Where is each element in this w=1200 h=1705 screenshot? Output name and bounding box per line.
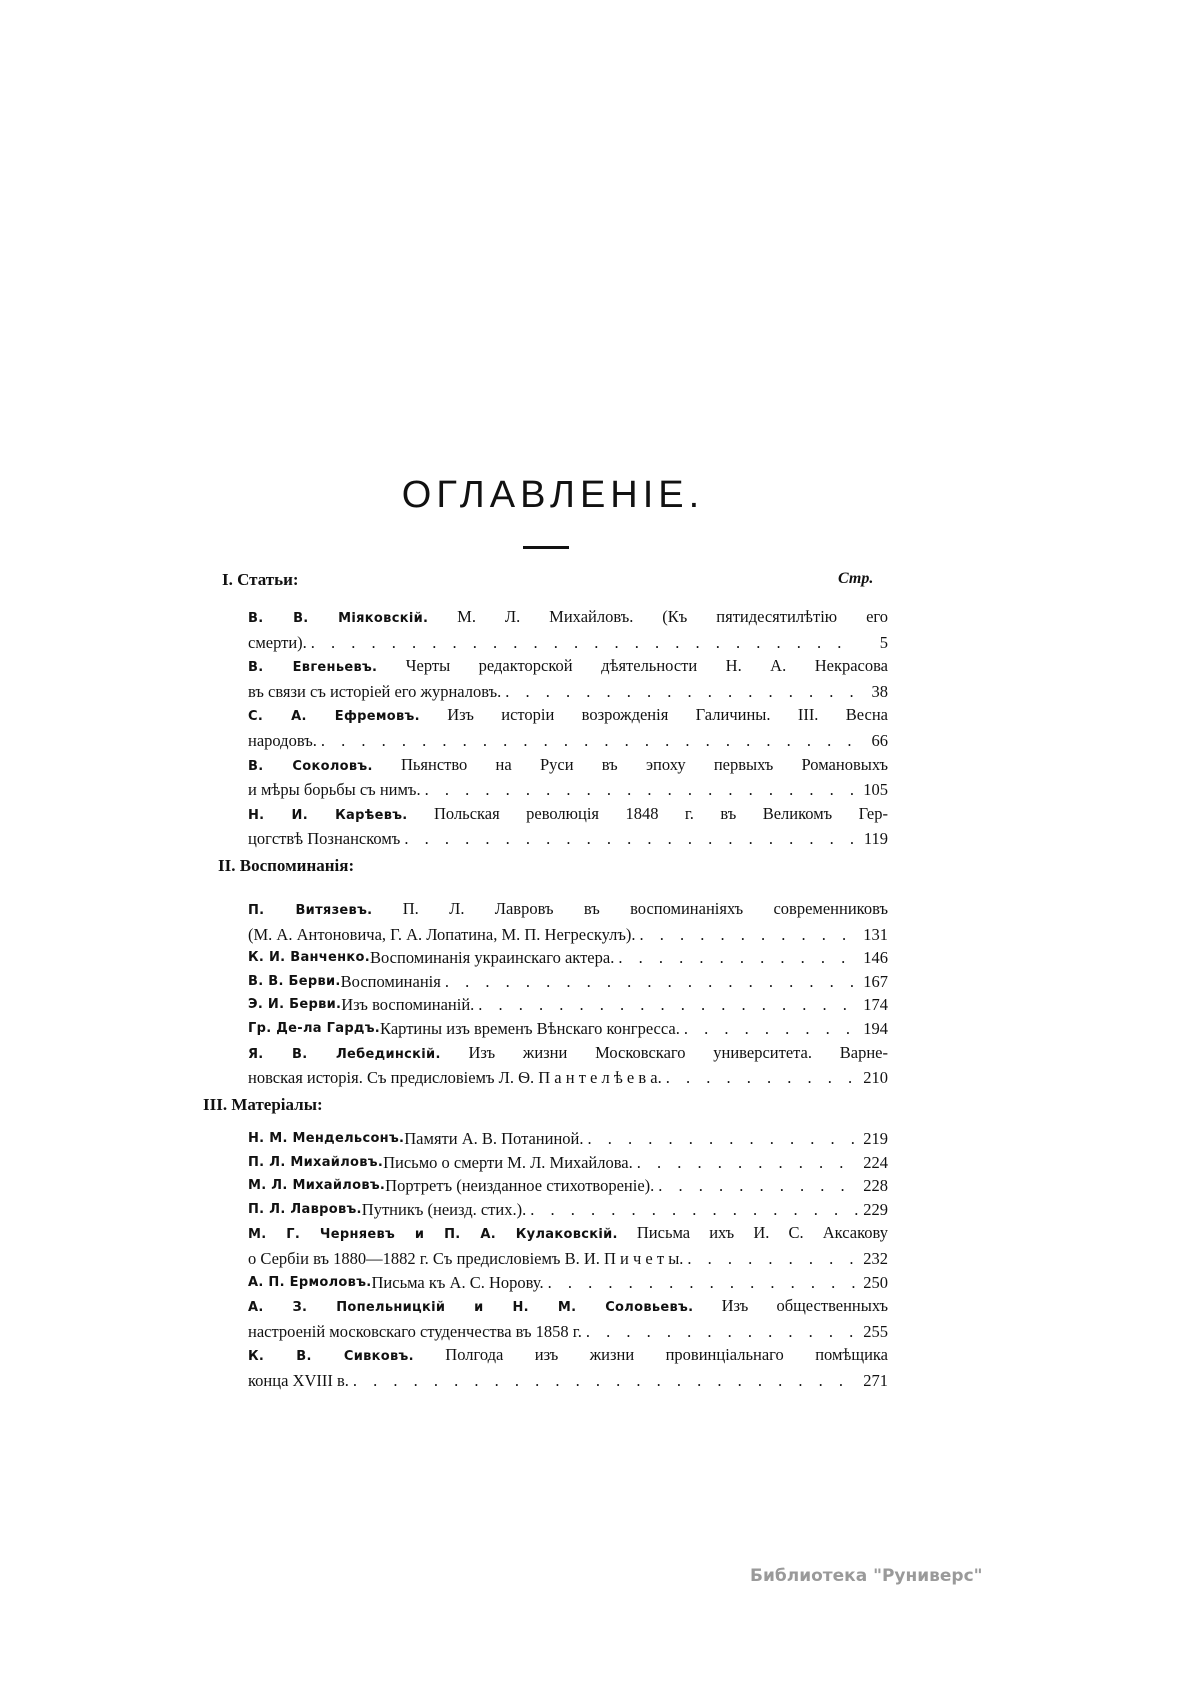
entry-title: М. Л. Михайловъ. (Къ пятидесятилѣтію его bbox=[457, 607, 888, 626]
dot-leader bbox=[658, 1174, 858, 1198]
dot-leader bbox=[640, 923, 858, 947]
dot-leader bbox=[588, 1127, 858, 1151]
entry-author: Гр. Де-ла Гардъ. bbox=[248, 1020, 381, 1036]
entry-line bbox=[248, 1343, 888, 1369]
dot-leader bbox=[321, 729, 858, 753]
dot-leader bbox=[505, 680, 858, 704]
dot-leader bbox=[404, 827, 858, 851]
toc-entry[interactable] bbox=[248, 1221, 888, 1270]
entry-author: В. Соколовъ. bbox=[248, 758, 373, 774]
entry-title-continued: и мѣры борьбы съ нимъ. bbox=[248, 780, 421, 800]
entry-author: А. З. Попельницкій и Н. М. Соловьевъ. bbox=[248, 1300, 694, 1316]
page-number: 194 bbox=[863, 1018, 888, 1038]
entry-author: П. Л. Лавровъ. bbox=[248, 1201, 362, 1217]
entry-line bbox=[248, 1041, 888, 1067]
toc-entry[interactable] bbox=[248, 703, 888, 752]
dot-leader bbox=[353, 1369, 858, 1393]
dot-leader bbox=[618, 946, 858, 970]
toc-entry[interactable] bbox=[248, 1041, 888, 1090]
entry-line bbox=[248, 923, 888, 947]
entry-line bbox=[248, 1127, 888, 1151]
watermark: Библиотека "Руниверс" bbox=[750, 1566, 983, 1586]
entry-title: Картины изъ временъ Вѣнскаго конгресса. bbox=[380, 1018, 680, 1038]
entry-author: Н. И. Карѣевъ. bbox=[248, 807, 408, 823]
entry-title: Письма къ А. С. Норову. bbox=[371, 1272, 544, 1292]
dot-leader bbox=[684, 1017, 858, 1041]
entry-title: Изъ исторіи возрожденія Галичины. III. Весна bbox=[447, 705, 888, 725]
section-heading: III. Матеріалы: bbox=[203, 1095, 323, 1114]
entry-title-continued: цогствѣ Познанскомъ bbox=[248, 829, 401, 849]
entry-author: К. И. Ванченко. bbox=[248, 950, 371, 966]
entry-title: Изъ воспоминаній. bbox=[341, 995, 475, 1015]
toc-entry[interactable] bbox=[248, 1271, 888, 1295]
dot-leader bbox=[311, 631, 858, 655]
toc-entry[interactable] bbox=[248, 802, 888, 851]
entry-author: П. Л. Михайловъ. bbox=[248, 1154, 384, 1170]
dot-leader bbox=[445, 970, 858, 994]
entry-title: Воспоминанія украинскаго актера. bbox=[370, 948, 615, 968]
entry-title: Воспоминанія bbox=[340, 971, 441, 991]
entry-line bbox=[248, 1247, 888, 1271]
entry-line bbox=[248, 1017, 888, 1041]
entry-line bbox=[248, 605, 888, 631]
entry-title: Путникъ (неизд. стих.). bbox=[361, 1199, 527, 1219]
entry-title-continued: о Сербіи въ 1880—1882 г. Съ предисловіемъ В. И. П и ч е т ы. bbox=[248, 1248, 684, 1268]
entry-line bbox=[248, 1369, 888, 1393]
entry-title-continued: настроеній московскаго студенчества въ 1858 г. bbox=[248, 1321, 582, 1341]
dot-leader bbox=[637, 1151, 858, 1175]
page-number: 232 bbox=[863, 1248, 888, 1268]
page-number: 174 bbox=[863, 995, 888, 1015]
entry-line bbox=[248, 778, 888, 802]
entry-line bbox=[248, 631, 888, 655]
page-number: 224 bbox=[863, 1152, 888, 1172]
entry-line bbox=[248, 1320, 888, 1344]
page-column-label: Стр. bbox=[838, 570, 874, 587]
page-number: 5 bbox=[879, 632, 888, 652]
entry-title: Пьянство на Руси въ эпоху первыхъ Романовыхъ bbox=[400, 754, 888, 774]
entry-title-continued: (М. А. Антоновича, Г. А. Лопатина, М. П. Негрескулъ). bbox=[248, 924, 636, 944]
dot-leader bbox=[478, 993, 858, 1017]
entry-line bbox=[248, 946, 888, 970]
page-number: 119 bbox=[863, 829, 888, 849]
entry-title: Памяти А. В. Потаниной. bbox=[404, 1129, 584, 1148]
entry-author: В. В. Берви. bbox=[248, 973, 341, 989]
entry-title-continued: смерти). bbox=[248, 632, 307, 652]
entry-author: М. Л. Михайловъ. bbox=[248, 1178, 386, 1194]
toc-entry[interactable] bbox=[248, 1294, 888, 1343]
dot-leader bbox=[425, 778, 858, 802]
entry-line bbox=[248, 753, 888, 779]
toc-entry[interactable] bbox=[248, 1174, 888, 1198]
entry-line bbox=[248, 654, 888, 680]
entry-line bbox=[248, 1066, 888, 1090]
entry-line bbox=[248, 970, 888, 994]
dot-leader bbox=[530, 1198, 858, 1222]
page-number: 250 bbox=[863, 1272, 888, 1292]
entry-title: Полгода изъ жизни провинціальнаго помѣщика bbox=[445, 1345, 888, 1365]
entry-author: В. Евгеньевъ. bbox=[248, 660, 378, 676]
entry-line bbox=[248, 729, 888, 753]
entry-author: Я. В. Лебединскій. bbox=[248, 1046, 441, 1062]
entry-title: П. Л. Лавровъ въ воспоминаніяхъ современниковъ bbox=[402, 899, 888, 918]
entry-line bbox=[248, 680, 888, 704]
entry-author: С. А. Ефремовъ. bbox=[248, 709, 420, 725]
entry-title: Портретъ (неизданное стихотвореніе). bbox=[385, 1176, 655, 1196]
toc-entry[interactable] bbox=[248, 1017, 888, 1041]
entry-author: В. В. Міяковскій. bbox=[248, 611, 429, 626]
entry-line bbox=[248, 1174, 888, 1198]
toc-entry[interactable] bbox=[248, 605, 888, 654]
section-entries bbox=[248, 605, 888, 851]
toc-entry[interactable] bbox=[248, 1343, 888, 1392]
page-number: 38 bbox=[871, 681, 888, 701]
page-number: 131 bbox=[863, 924, 888, 944]
entry-line bbox=[248, 802, 888, 828]
toc-entry[interactable] bbox=[248, 753, 888, 802]
page-number: 228 bbox=[863, 1176, 888, 1196]
entry-title: Польская революція 1848 г. въ Великомъ Гер- bbox=[434, 803, 888, 823]
toc-entry[interactable] bbox=[248, 970, 888, 994]
entry-title: Изъ жизни Московскаго университета. Варне- bbox=[468, 1042, 888, 1062]
entry-title: Письма ихъ И. С. Аксакову bbox=[636, 1223, 888, 1243]
entry-title-continued: народовъ. bbox=[248, 730, 317, 750]
toc-entry[interactable] bbox=[248, 1151, 888, 1175]
entry-line bbox=[248, 993, 888, 1017]
entry-line bbox=[248, 1294, 888, 1320]
page-number: 271 bbox=[863, 1370, 888, 1390]
entry-line bbox=[248, 1198, 888, 1222]
entry-author: К. В. Сивковъ. bbox=[248, 1349, 414, 1365]
dot-leader bbox=[586, 1320, 858, 1344]
toc-entry[interactable] bbox=[248, 1198, 888, 1222]
toc-entry[interactable] bbox=[248, 993, 888, 1017]
entry-line bbox=[248, 1271, 888, 1295]
dot-leader bbox=[666, 1066, 858, 1090]
title-rule bbox=[523, 546, 569, 549]
entry-author: А. П. Ермоловъ. bbox=[248, 1274, 372, 1290]
page-number: 210 bbox=[863, 1068, 888, 1088]
entry-line bbox=[248, 897, 888, 923]
entry-line bbox=[248, 827, 888, 851]
entry-author: М. Г. Черняевъ и П. А. Кулаковскій. bbox=[248, 1227, 618, 1243]
entry-author: Э. И. Берви. bbox=[248, 997, 342, 1013]
page-number: 105 bbox=[863, 780, 888, 800]
toc-entry[interactable] bbox=[248, 654, 888, 703]
page-number: 66 bbox=[871, 730, 888, 750]
page-number: 167 bbox=[863, 971, 888, 991]
toc-entry[interactable] bbox=[248, 946, 888, 970]
entry-line bbox=[248, 703, 888, 729]
dot-leader bbox=[687, 1247, 858, 1271]
dot-leader bbox=[548, 1271, 858, 1295]
toc-title: ОГЛАВЛЕНІЕ. bbox=[401, 474, 705, 516]
entry-author: П. Витязевъ. bbox=[248, 903, 373, 918]
toc-entry[interactable] bbox=[248, 897, 888, 946]
page-number: 146 bbox=[863, 948, 888, 968]
section-entries bbox=[248, 1127, 888, 1393]
entry-title: Письмо о смерти М. Л. Михайлова. bbox=[383, 1152, 633, 1172]
section-entries bbox=[248, 897, 888, 1090]
page-number: 219 bbox=[863, 1129, 888, 1148]
entry-title-continued: конца XVIII в. bbox=[248, 1370, 349, 1390]
page-number: 229 bbox=[863, 1199, 888, 1219]
toc-entry[interactable] bbox=[248, 1127, 888, 1151]
page-number: 255 bbox=[863, 1321, 888, 1341]
section-heading: I. Статьи: bbox=[222, 570, 299, 589]
section-heading: II. Воспоминанія: bbox=[218, 856, 355, 875]
entry-author: Н. М. Мендельсонъ. bbox=[248, 1131, 405, 1146]
entry-title-continued: новская исторія. Съ предисловіемъ Л. Ѳ. П а н т е л ѣ е в а. bbox=[248, 1068, 662, 1088]
entry-line bbox=[248, 1221, 888, 1247]
entry-title-continued: въ связи съ исторіей его журналовъ. bbox=[248, 681, 502, 701]
entry-title: Черты редакторской дѣятельности Н. А. Некрасова bbox=[405, 656, 888, 676]
entry-title: Изъ общественныхъ bbox=[721, 1296, 888, 1316]
entry-line bbox=[248, 1151, 888, 1175]
